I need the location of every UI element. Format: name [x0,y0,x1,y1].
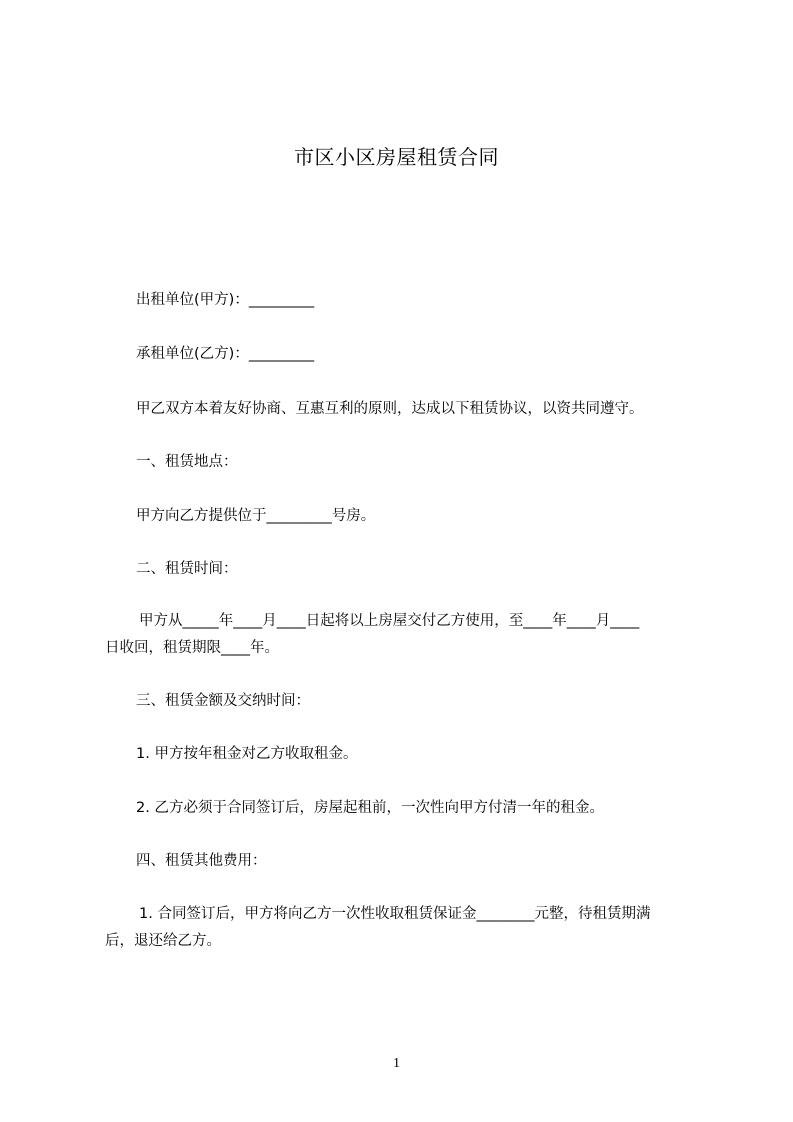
location-clause: 甲方向乙方提供位于_________号房。 [136,508,376,524]
section-heading-rent: 三、租赁金额及交纳时间： [136,693,310,709]
section-heading-period: 二、租赁时间： [136,561,238,577]
document-title: 市区小区房屋租赁合同 [294,145,499,169]
lessor-line: 出租单位(甲方)：_________ [136,292,315,308]
lessee-line: 承租单位(乙方)：_________ [136,346,315,362]
rent-clause-2: 2. 乙方必须于合同签订后，房屋起租前，一次性向甲方付清一年的租金。 [136,800,604,816]
period-clause-line-1: 甲方从_____年____月____日起将以上房屋交付乙方使用，至____年____月____ [139,613,640,629]
preamble-paragraph: 甲乙双方本着友好协商、互惠互利的原则，达成以下租赁协议，以资共同遵守。 [136,401,644,417]
period-clause-line-2: 日收回，租赁期限____年。 [105,640,279,656]
page-number: 1 [393,1056,400,1071]
section-heading-location: 一、租赁地点： [136,454,238,470]
rent-clause-1: 1. 甲方按年租金对乙方收取租金。 [136,746,358,762]
deposit-clause-line-1: 1. 合同签订后，甲方将向乙方一次性收取租赁保证金________元整，待租赁期满 [139,906,651,922]
section-heading-other-fees: 四、租赁其他费用： [136,853,267,869]
deposit-clause-line-2: 后，退还给乙方。 [105,933,221,949]
